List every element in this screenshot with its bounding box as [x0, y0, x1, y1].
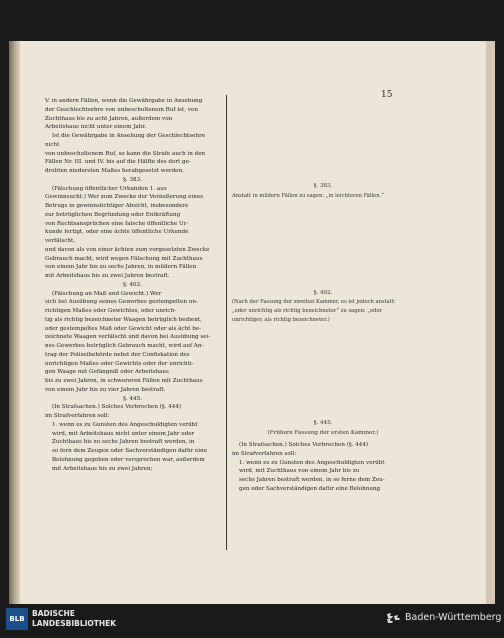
text-line: (In Strafsachen.) Solches Verbrechen (§. 444): [52, 404, 182, 411]
section-subheading-445: (Frühere Fassung der ersten Kammer.): [267, 430, 379, 436]
library-name-line2: LANDESBIBLIOTHEK: [32, 619, 117, 628]
column-divider: [226, 95, 227, 550]
text-line: kunde fertigt, oder eine ächte öffentliche Urkunde verfälscht,: [45, 229, 189, 244]
text-line: wird, mit Zuchthaus von einem Jahr bis zu: [239, 468, 360, 475]
text-line: von einem Jahr bis zu vier Jahren bestraft.: [45, 386, 166, 393]
text-line: (Fälschung öffentlicher Urkunden 1. aus: [52, 185, 167, 192]
text-line: gen oder Sachverständigen dafür eine Belohnung: [239, 485, 381, 492]
text-line: Zuchthaus bis zu sechs Jahren bestraft werden, in: [52, 439, 195, 446]
text-line: trag der Polizeibehörde nebst der Confiskation des: [45, 351, 190, 358]
text-line: von Rechtsansprüchen eine falsche öffentliche Ur-: [45, 220, 189, 227]
library-name-line1: BADISCHE: [32, 609, 75, 618]
note-402-line3: unrichtiger, als richtig bezeichneter.): [232, 317, 330, 323]
text-line: richtigen Maßes oder Gewichtes, oder unrich-: [45, 308, 177, 314]
blb-logo: BLB: [6, 608, 28, 630]
lions-coat-of-arms-icon: [385, 611, 401, 625]
text-line: Zuchthaus bis zu acht Jahren, außerdem von: [45, 115, 173, 122]
text-line: so fern dem Zeugen oder Sachverständigen dafür eine: [52, 448, 208, 454]
section-heading-445: §. 445.: [313, 420, 333, 426]
text-line: drohten niedersten Maßes herabgesetzt werden.: [45, 168, 184, 174]
note-402-line1: (Nach der Fassung der zweiten Kammer, es ist jedoch anstatt:: [232, 299, 396, 305]
text-line: 1. wenn es zu Gunsten des Angeschuldigten verübt: [239, 459, 385, 466]
text-line: und davon als von einer ächten zum vorgesetzten Zwecke: [45, 246, 210, 253]
text-line: (In Strafsachen.) Solches Verbrechen (§. 444): [239, 442, 369, 448]
section-heading: §. 402.: [123, 281, 142, 288]
text-line: Fällen Nr. III. und IV. bis auf die Hälfte des dort ge-: [45, 159, 191, 166]
text-line: Gewinnsucht.) Wer zum Zwecke der Veräußerung eines: [45, 194, 203, 201]
text-line: tig als richtig bezeichneter Waagen betrüglich bedient,: [45, 316, 202, 323]
text-line: im Strafverfahren soll:: [45, 413, 110, 419]
text-line: wird, mit Arbeitshaus nicht unter einem Jahr oder: [52, 430, 195, 437]
text-line: zeichnete Waagen verfälscht und davon bei Ausübung sei-: [45, 334, 211, 341]
note-402-line2: „oder unrichtig als richtig bezeichneter“ zu sagen: „oder: [232, 308, 383, 314]
page-number: 15: [381, 90, 393, 100]
text-line: Betrugs in gewinnsüchtiger Absicht, insbesondere: [45, 203, 189, 209]
text-line: Belohnung gegeben oder versprochen war, außerdem: [52, 456, 205, 463]
section-heading-402: §. 402.: [313, 290, 333, 296]
section-heading-383: §. 383.: [313, 183, 333, 189]
text-line: sechs Jahren bestraft werden, in so ferne dem Zeu-: [239, 477, 385, 483]
text-line: Ist die Gewährgabe in Ansehung der Geschlechtsehre nicht: [45, 133, 206, 148]
note-383: Anstatt in mildern Fällen zu sagen: „in leichteren Fällen.“: [232, 193, 384, 199]
text-line: 1. wenn es zu Gunsten des Angeschuldigten verübt: [52, 421, 198, 428]
page-edge: [486, 41, 495, 604]
library-name: [32, 609, 116, 629]
text-line: sich bei Ausübung seines Gewerbes gestempelten un-: [45, 299, 198, 306]
text-line: der Geschlechtsehre von unbescholtenem Ruf ist, von: [45, 106, 198, 113]
text-line: nes Gewerbes betrüglich Gebrauch macht, wird auf An-: [45, 343, 204, 349]
text-line: von unbescholtenem Ruf, so kann die Strafe auch in den: [45, 150, 206, 157]
text-line: unrichtigen Maßes oder Gewichts oder der unrichti-: [45, 360, 194, 367]
text-line: V. in andern Fällen, wenn die Gewährgabe in Ansehung: [45, 98, 203, 104]
state-label: Baden-Württemberg: [405, 612, 502, 623]
section-heading: §. 445.: [123, 395, 142, 402]
text-line: mit Arbeitshaus bis zu zwei Jahren bestraft.: [45, 273, 170, 279]
text-line: im Strafverfahren soll:: [232, 450, 297, 457]
text-line: zur betrüglichen Begründung oder Entkräftung: [45, 211, 181, 218]
text-line: bis zu zwei Jahren, in schwereren Fällen mit Zuchthaus: [45, 378, 203, 384]
text-line: (Fälschung an Maß und Gewicht.) Wer: [52, 290, 162, 297]
text-line: gen Waage mit Gefängniß oder Arbeitshaus: [45, 369, 169, 376]
section-heading: §. 383.: [123, 176, 142, 183]
text-line: Gebrauch macht, wird wegen Fälschung mit Zuchthaus: [45, 255, 203, 262]
right-body-445: [232, 441, 414, 494]
text-line: Arbeitshaus nicht unter einem Jahr.: [45, 124, 147, 131]
text-line: von einem Jahr bis zu sechs Jahren, in mildern Fällen: [45, 264, 197, 271]
page-binding: [9, 41, 20, 604]
text-line: mit Arbeitshaus bis zu zwei Jahren;: [52, 465, 153, 472]
text-line: oder gestempeltes Maß oder Gewicht oder als ächt be-: [45, 325, 201, 332]
left-column: [45, 97, 220, 473]
